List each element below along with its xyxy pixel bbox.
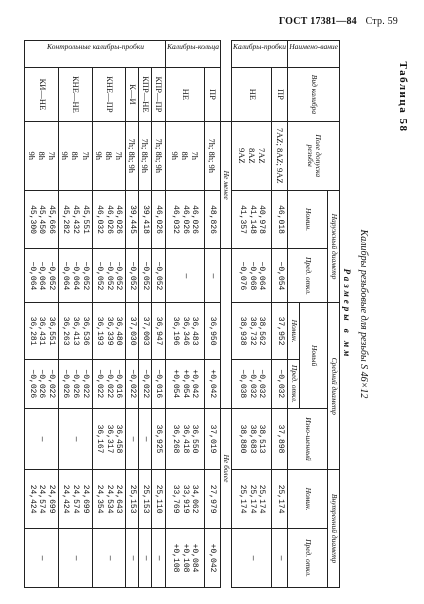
- cell-value: −0,052: [104, 261, 114, 291]
- limit-band-row: [220, 41, 232, 588]
- cell-value: 45,666: [47, 205, 57, 234]
- ne-bolee-label: Не более: [220, 408, 232, 528]
- cell-value: +0,054: [171, 369, 181, 399]
- cell-value: 24,643: [114, 484, 124, 514]
- cell-value: 27,979: [208, 484, 218, 514]
- col-kind: Вид калибра: [288, 67, 340, 121]
- cell-value: 46,026: [114, 205, 124, 234]
- cell-value: +0,042: [208, 543, 218, 573]
- cell-value: +0,042: [208, 369, 218, 399]
- cell-value: 25,174: [247, 484, 257, 514]
- cell-value: 8AZ: [246, 147, 257, 164]
- cell-value: 24,424: [61, 484, 71, 514]
- cell-value: 36,418: [180, 424, 190, 454]
- cell-value: 24,574: [71, 484, 81, 514]
- cell-value: 9h: [169, 151, 180, 160]
- col-outer-pred: Пред. откл.: [288, 249, 328, 303]
- group-label-control: Контрольные калибры-пробки: [25, 41, 165, 68]
- row-kind: КПР—ПР: [152, 67, 165, 121]
- cell-value: 38,880: [238, 424, 248, 454]
- col-tolerance: Поле допуска резьбы: [288, 121, 340, 190]
- cell-value: 36,281: [27, 316, 37, 346]
- row-kind: КНЕ—ПР: [92, 67, 126, 121]
- cell-value: —: [37, 436, 47, 442]
- cell-value: —: [208, 273, 218, 279]
- rotated-area: [16, 40, 372, 588]
- cell-value: 46,026: [180, 205, 190, 234]
- row-kind: КНЕ—НЕ: [58, 67, 92, 121]
- cell-value: 46,026: [154, 205, 164, 234]
- cell-value: +0,108: [171, 543, 181, 573]
- col-name: Наимено-вание: [288, 41, 340, 68]
- table-row: [205, 41, 220, 588]
- cell-value: −0,068: [247, 261, 257, 291]
- cell-value: 36,458: [114, 424, 124, 454]
- cell-value: 8h: [70, 151, 81, 160]
- cell-value: 7AZ: [257, 147, 268, 164]
- cell-value: —: [180, 273, 190, 279]
- gost-number: ГОСТ 17381—84: [278, 16, 357, 27]
- cell-value: 38,732: [247, 316, 257, 346]
- cell-value: —: [247, 555, 257, 561]
- cell-value: −0,076: [238, 261, 248, 291]
- cell-value: 25,110: [154, 484, 164, 514]
- cell-value: 9h: [60, 151, 71, 160]
- cell-value: —: [141, 436, 151, 442]
- col-inner-nom: Номин.: [288, 470, 328, 529]
- table-row: [272, 41, 288, 588]
- cell-value: 46,032: [171, 205, 181, 234]
- cell-value: +0,054: [180, 369, 190, 399]
- cell-value: 40,978: [257, 205, 267, 234]
- cell-value: 36,196: [171, 316, 181, 346]
- cell-value: 7h; 8h; 9h: [140, 138, 151, 173]
- row-kind: ПР: [205, 67, 220, 121]
- cell-value: 25,174: [238, 484, 248, 514]
- row-kind: КПР—НЕ: [139, 67, 152, 121]
- table-row: [165, 41, 204, 588]
- cell-value: —: [71, 436, 81, 442]
- col-outer: Наружный диаметр: [328, 190, 340, 303]
- cell-value: −0,026: [27, 369, 37, 399]
- cell-value: −0,022: [127, 369, 137, 399]
- cell-value: 36,317: [104, 424, 114, 454]
- cell-value: 41,148: [247, 205, 257, 234]
- cell-value: 45,282: [61, 205, 71, 234]
- cell-value: 24,699: [47, 484, 57, 514]
- cell-value: 45,300: [27, 205, 37, 234]
- cell-value: −0,052: [127, 261, 137, 291]
- cell-value: —: [127, 555, 137, 561]
- cell-value: −0,022: [95, 369, 105, 399]
- cell-value: −0,038: [238, 369, 248, 399]
- cell-value: 46,032: [95, 205, 105, 234]
- cell-value: 36,339: [104, 316, 114, 346]
- cell-value: 36,263: [61, 316, 71, 346]
- table-row: [92, 41, 126, 588]
- cell-value: 45,551: [80, 205, 90, 234]
- cell-value: −0,022: [104, 369, 114, 399]
- col-mid-pred: Пред. откл.: [288, 359, 300, 408]
- page-number: Стр. 59: [365, 16, 398, 27]
- table-block: [16, 40, 372, 588]
- row-kind: КИ—НЕ: [25, 67, 59, 121]
- cell-value: 37,952: [275, 316, 285, 346]
- table-title: Калибры резьбовые для резьбы S 46×12: [358, 229, 369, 399]
- cell-value: 7h: [114, 151, 125, 160]
- cell-value: 8h: [103, 151, 114, 160]
- cell-value: 36,268: [171, 424, 181, 454]
- cell-value: 38,938: [238, 316, 248, 346]
- row-kind: К—И: [126, 67, 139, 121]
- cell-value: +0,108: [180, 543, 190, 573]
- cell-value: 7h; 8h; 9h: [207, 138, 218, 173]
- page-header: [279, 16, 398, 27]
- col-middle: Средний диаметр: [328, 303, 340, 470]
- cell-value: 25,174: [257, 484, 267, 514]
- cell-value: 36,193: [95, 316, 105, 346]
- cell-value: 9h: [93, 151, 104, 160]
- cell-value: −0,022: [47, 369, 57, 399]
- row-kind: НЕ: [232, 67, 272, 121]
- cell-value: 25,153: [127, 484, 137, 514]
- cell-value: 36,413: [71, 316, 81, 346]
- cell-value: −0,026: [61, 369, 71, 399]
- cell-value: 24,699: [80, 484, 90, 514]
- col-new: Новый: [299, 303, 328, 408]
- table-row: [58, 41, 92, 588]
- cell-value: −0,026: [71, 369, 81, 399]
- cell-value: −0,016: [114, 369, 124, 399]
- cell-value: 24,534: [104, 484, 114, 514]
- cell-value: 45,450: [37, 205, 47, 234]
- cell-value: 37,898: [275, 424, 285, 454]
- cell-value: 36,480: [114, 316, 124, 346]
- cell-value: 25,153: [141, 484, 151, 514]
- cell-value: 36,550: [190, 424, 200, 454]
- cell-value: —: [127, 436, 137, 442]
- table-row: [139, 41, 152, 588]
- cell-value: −0,032: [257, 369, 267, 399]
- cell-value: +0,042: [190, 369, 200, 399]
- cell-value: 46,018: [275, 205, 285, 234]
- cell-value: 39,445: [127, 205, 137, 234]
- cell-value: −0,064: [61, 261, 71, 291]
- cell-value: 8h: [36, 151, 47, 160]
- cell-value: —: [275, 555, 285, 561]
- cell-value: 7h: [80, 151, 91, 160]
- cell-value: 33,769: [171, 484, 181, 514]
- cell-value: −0,052: [141, 261, 151, 291]
- cell-value: 37,003: [141, 316, 151, 346]
- cell-value: 8h: [179, 151, 190, 160]
- cell-value: 9h: [26, 151, 37, 160]
- cell-value: −0,054: [275, 261, 285, 291]
- cell-value: −0,064: [71, 261, 81, 291]
- cell-value: 39,418: [141, 205, 151, 234]
- cell-value: 45,432: [71, 205, 81, 234]
- cell-value: −0,064: [257, 261, 267, 291]
- cell-value: 34,062: [190, 484, 200, 514]
- cell-value: —: [37, 555, 47, 561]
- cell-value: 25,174: [275, 484, 285, 514]
- cell-value: 36,551: [47, 316, 57, 346]
- cell-value: 38,562: [257, 316, 267, 346]
- cell-value: 36,483: [190, 316, 200, 346]
- cell-value: 7h; 8h; 9h: [153, 138, 164, 173]
- cell-value: −0,052: [114, 261, 124, 291]
- table-row: [232, 41, 272, 588]
- cell-value: 7h: [46, 151, 57, 160]
- table-row: [126, 41, 139, 588]
- calibre-table: [24, 40, 340, 588]
- cell-value: 36,431: [37, 316, 47, 346]
- cell-value: 36,346: [180, 316, 190, 346]
- cell-value: —: [154, 555, 164, 561]
- cell-value: 38,513: [257, 424, 267, 454]
- table-number: Таблица 58: [397, 61, 409, 133]
- cell-value: −0,032: [247, 369, 257, 399]
- cell-value: 46,026: [190, 205, 200, 234]
- col-outer-nom: Номин.: [288, 190, 328, 249]
- cell-value: −0,016: [154, 369, 164, 399]
- table-row: [152, 41, 165, 588]
- cell-value: 24,424: [27, 484, 37, 514]
- cell-value: −0,052: [154, 261, 164, 291]
- cell-value: −0,064: [27, 261, 37, 291]
- group-label-rings: Калибры-кольца: [165, 41, 220, 68]
- cell-value: −0,022: [141, 369, 151, 399]
- cell-value: 37,019: [208, 424, 218, 454]
- cell-value: 24,574: [37, 484, 47, 514]
- cell-value: 37,030: [127, 316, 137, 346]
- col-inner-pred: Пред. откл.: [288, 529, 328, 588]
- cell-value: 38,683: [247, 424, 257, 454]
- table-subtitle: Размеры в мм: [342, 268, 352, 360]
- col-inner: Внутренний диаметр: [328, 470, 340, 588]
- cell-value: 36,947: [154, 316, 164, 346]
- cell-value: −0,022: [80, 369, 90, 399]
- cell-value: 46,026: [104, 205, 114, 234]
- cell-value: 33,919: [180, 484, 190, 514]
- cell-value: 36,925: [154, 424, 164, 454]
- cell-value: —: [141, 555, 151, 561]
- cell-value: 48,826: [208, 205, 218, 234]
- cell-value: −0,026: [37, 369, 47, 399]
- row-kind: ПР: [272, 67, 288, 121]
- cell-value: 9AZ: [236, 147, 247, 164]
- cell-value: 7h; 8h; 9h: [127, 138, 138, 173]
- col-worn: Изно-шенный: [288, 408, 328, 469]
- cell-value: 36,950: [208, 316, 218, 346]
- cell-value: 36,536: [80, 316, 90, 346]
- col-mid-nom: Номин.: [288, 303, 300, 359]
- cell-value: —: [71, 555, 81, 561]
- cell-value: 24,354: [95, 484, 105, 514]
- cell-value: —: [104, 555, 114, 561]
- cell-value: 36,167: [95, 424, 105, 454]
- cell-value: 7AZ; 8AZ; 9AZ: [274, 127, 285, 184]
- row-kind: НЕ: [165, 67, 204, 121]
- cell-value: −0,052: [80, 261, 90, 291]
- cell-value: −0,052: [47, 261, 57, 291]
- cell-value: 41,357: [238, 205, 248, 234]
- table-row: [25, 41, 59, 588]
- ne-menee-label: Не менее: [220, 121, 232, 249]
- cell-value: +0,084: [190, 543, 200, 573]
- cell-value: 7h: [190, 151, 201, 160]
- cell-value: −0,064: [37, 261, 47, 291]
- cell-value: −0,052: [95, 261, 105, 291]
- group-label-plugs: Калибры-пробки: [232, 41, 288, 68]
- cell-value: −0,032: [275, 369, 285, 399]
